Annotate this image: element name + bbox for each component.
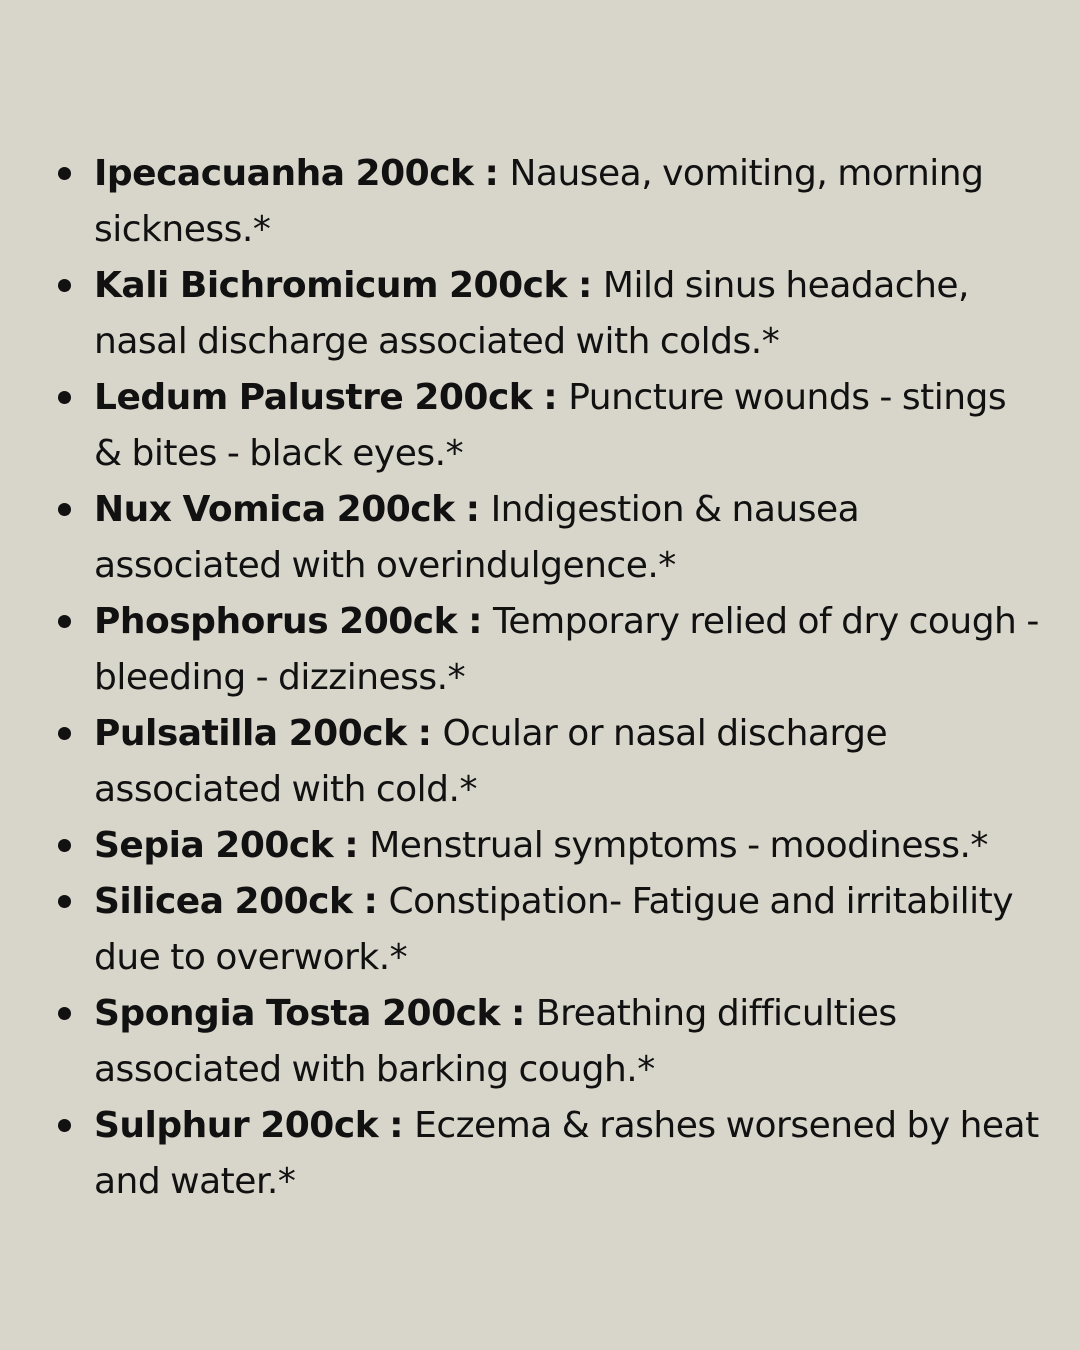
remedy-separator: : xyxy=(333,825,370,866)
remedy-description: Ocular or nasal discharge associated with cold.* xyxy=(94,713,888,810)
remedy-description: Breathing difficulties associated with barking cough.* xyxy=(94,993,897,1090)
remedy-name: Sepia 200ck xyxy=(94,825,334,866)
bullet-icon xyxy=(58,391,71,404)
list-item-ledum-palustre xyxy=(0,370,1080,482)
list-item-silicea xyxy=(0,874,1080,986)
remedy-list xyxy=(0,146,1080,1210)
bullet-icon xyxy=(58,615,71,628)
remedy-name: Ipecacuanha 200ck xyxy=(94,153,474,194)
remedy-description: Temporary relied of dry cough - bleeding - dizziness.* xyxy=(94,601,1039,698)
list-item-sepia xyxy=(0,818,1080,874)
list-item-ipecacuanha xyxy=(0,146,1080,258)
bullet-icon xyxy=(58,279,71,292)
list-item-pulsatilla xyxy=(0,706,1080,818)
remedy-name: Silicea 200ck xyxy=(94,881,353,922)
bullet-icon xyxy=(58,839,71,852)
remedy-separator: : xyxy=(457,601,494,642)
remedy-separator: : xyxy=(473,153,510,194)
remedy-description: Constipation- Fatigue and irritability due to overwork.* xyxy=(94,881,1014,978)
bullet-icon xyxy=(58,1007,71,1020)
list-item-sulphur xyxy=(0,1098,1080,1210)
remedy-separator: : xyxy=(566,265,603,306)
remedy-name: Ledum Palustre 200ck xyxy=(94,377,533,418)
remedy-description: Menstrual symptoms - moodiness.* xyxy=(369,825,988,866)
list-item-nux-vomica xyxy=(0,482,1080,594)
bullet-icon xyxy=(58,503,71,516)
remedy-separator: : xyxy=(532,377,569,418)
remedy-name: Sulphur 200ck xyxy=(94,1105,379,1146)
remedy-name: Spongia Tosta 200ck xyxy=(94,993,500,1034)
remedy-name: Pulsatilla 200ck xyxy=(94,713,407,754)
remedy-name: Phosphorus 200ck xyxy=(94,601,458,642)
remedy-separator: : xyxy=(378,1105,415,1146)
remedy-separator: : xyxy=(352,881,389,922)
list-item-phosphorus xyxy=(0,594,1080,706)
remedy-description: Eczema & rashes worsened by heat and water.* xyxy=(94,1105,1039,1202)
remedy-name: Nux Vomica 200ck xyxy=(94,489,455,530)
remedy-description: Mild sinus headache, nasal discharge associated with colds.* xyxy=(94,265,969,362)
remedy-description: Nausea, vomiting, morning sickness.* xyxy=(94,153,984,250)
remedy-separator: : xyxy=(454,489,491,530)
bullet-icon xyxy=(58,895,71,908)
list-item-spongia-tosta xyxy=(0,986,1080,1098)
bullet-icon xyxy=(58,1119,71,1132)
remedy-separator: : xyxy=(499,993,536,1034)
bullet-icon xyxy=(58,167,71,180)
bullet-icon xyxy=(58,727,71,740)
remedy-description: Indigestion & nausea associated with overindulgence.* xyxy=(94,489,860,586)
remedy-name: Kali Bichromicum 200ck xyxy=(94,265,567,306)
remedy-description: Puncture wounds - stings & bites - black eyes.* xyxy=(94,377,1007,474)
list-item-kali-bichromicum xyxy=(0,258,1080,370)
remedy-separator: : xyxy=(406,713,443,754)
